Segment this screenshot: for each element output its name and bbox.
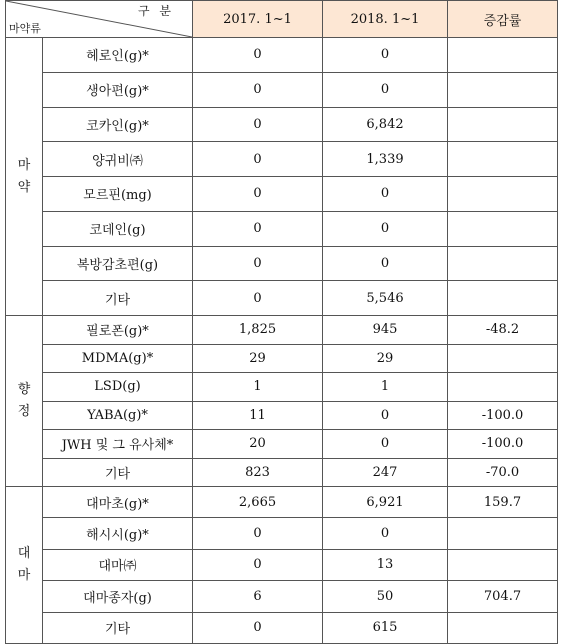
category-cell-cannabis xyxy=(6,487,43,644)
change-rate-cell xyxy=(448,612,558,643)
value-2017-cell: 0 xyxy=(193,281,323,316)
value-2018-cell: 6,921 xyxy=(323,487,448,518)
item-name-cell: 해시시(g)* xyxy=(43,518,193,549)
item-name-cell: 대마초(g)* xyxy=(43,487,193,518)
category-char: 마 xyxy=(17,157,31,173)
value-2017-cell: 0 xyxy=(193,38,323,73)
value-2018-cell: 50 xyxy=(323,581,448,612)
change-rate-cell: -48.2 xyxy=(448,316,558,345)
item-name-cell: 양귀비㈜ xyxy=(43,142,193,177)
item-name-cell: MDMA(g)* xyxy=(43,344,193,373)
table-row xyxy=(6,458,558,487)
table-row xyxy=(6,430,558,459)
item-name-cell: 헤로인(g)* xyxy=(43,38,193,73)
value-2017-cell: 6 xyxy=(193,581,323,612)
category-char: 정 xyxy=(17,404,31,419)
item-name-cell: LSD(g) xyxy=(43,373,193,402)
value-2017-cell: 0 xyxy=(193,211,323,246)
change-rate-cell: 159.7 xyxy=(448,487,558,518)
table-row xyxy=(6,281,558,316)
item-name-cell: 필로폰(g)* xyxy=(43,316,193,345)
item-name-cell: 기타 xyxy=(43,281,193,316)
change-rate-cell xyxy=(448,373,558,402)
table-row xyxy=(6,344,558,373)
change-rate-cell xyxy=(448,177,558,212)
drug-seizure-table xyxy=(5,0,558,644)
item-name-cell: JWH 및 그 유사체* xyxy=(43,430,193,459)
change-rate-cell xyxy=(448,142,558,177)
value-2017-cell: 0 xyxy=(193,107,323,142)
value-2018-cell: 6,842 xyxy=(323,107,448,142)
item-name-cell: 대마㈜ xyxy=(43,549,193,580)
category-char: 약 xyxy=(17,179,31,195)
category-char: 대 xyxy=(17,545,31,561)
table-row xyxy=(6,246,558,281)
value-2017-cell: 2,665 xyxy=(193,487,323,518)
change-rate-cell xyxy=(448,107,558,142)
category-char: 마 xyxy=(17,567,31,583)
value-2017-cell: 0 xyxy=(193,612,323,643)
corner-header-cell xyxy=(6,1,193,38)
change-rate-cell xyxy=(448,344,558,373)
item-name-cell: 기타 xyxy=(43,612,193,643)
value-2017-cell: 823 xyxy=(193,458,323,487)
change-rate-cell xyxy=(448,246,558,281)
column-header-2017: 2017. 1~1 xyxy=(193,1,323,38)
change-rate-cell: -70.0 xyxy=(448,458,558,487)
value-2018-cell: 1,339 xyxy=(323,142,448,177)
value-2017-cell: 20 xyxy=(193,430,323,459)
column-header-2018: 2018. 1~1 xyxy=(323,1,448,38)
value-2017-cell: 0 xyxy=(193,246,323,281)
column-header-change-rate: 증감률 xyxy=(448,1,558,38)
value-2017-cell: 29 xyxy=(193,344,323,373)
change-rate-cell: -100.0 xyxy=(448,430,558,459)
item-name-cell: YABA(g)* xyxy=(43,401,193,430)
table-row xyxy=(6,142,558,177)
item-name-cell: 코카인(g)* xyxy=(43,107,193,142)
item-name-cell: 기타 xyxy=(43,458,193,487)
value-2018-cell: 0 xyxy=(323,430,448,459)
value-2018-cell: 29 xyxy=(323,344,448,373)
item-name-cell: 모르핀(mg) xyxy=(43,177,193,212)
value-2017-cell: 1,825 xyxy=(193,316,323,345)
value-2017-cell: 0 xyxy=(193,549,323,580)
table-row xyxy=(6,316,558,345)
change-rate-cell: 704.7 xyxy=(448,581,558,612)
table-row xyxy=(6,72,558,107)
value-2017-cell: 0 xyxy=(193,177,323,212)
item-name-cell: 코데인(g) xyxy=(43,211,193,246)
table-row xyxy=(6,549,558,580)
item-name-cell: 복방감초편(g) xyxy=(43,246,193,281)
value-2017-cell: 0 xyxy=(193,142,323,177)
table-row xyxy=(6,612,558,643)
change-rate-cell xyxy=(448,72,558,107)
value-2018-cell: 247 xyxy=(323,458,448,487)
value-2018-cell: 0 xyxy=(323,518,448,549)
value-2017-cell: 11 xyxy=(193,401,323,430)
value-2018-cell: 0 xyxy=(323,177,448,212)
value-2018-cell: 0 xyxy=(323,401,448,430)
header-row xyxy=(6,1,558,38)
category-cell-narcotics xyxy=(6,38,43,316)
value-2018-cell: 0 xyxy=(323,246,448,281)
value-2017-cell: 0 xyxy=(193,518,323,549)
value-2018-cell: 5,546 xyxy=(323,281,448,316)
value-2018-cell: 0 xyxy=(323,211,448,246)
table-row xyxy=(6,401,558,430)
corner-bottom-label: 마약류 xyxy=(9,22,41,35)
table-row xyxy=(6,373,558,402)
table-row xyxy=(6,581,558,612)
change-rate-cell: -100.0 xyxy=(448,401,558,430)
change-rate-cell xyxy=(448,38,558,73)
value-2018-cell: 615 xyxy=(323,612,448,643)
change-rate-cell xyxy=(448,518,558,549)
table-row xyxy=(6,38,558,73)
table-row xyxy=(6,107,558,142)
category-cell-psychotropics xyxy=(6,316,43,487)
value-2018-cell: 0 xyxy=(323,72,448,107)
category-char: 향 xyxy=(17,382,31,397)
table-row xyxy=(6,518,558,549)
value-2018-cell: 0 xyxy=(323,38,448,73)
value-2017-cell: 1 xyxy=(193,373,323,402)
corner-top-label: 구 분 xyxy=(138,4,174,18)
item-name-cell: 생아편(g)* xyxy=(43,72,193,107)
table-row xyxy=(6,487,558,518)
item-name-cell: 대마종자(g) xyxy=(43,581,193,612)
change-rate-cell xyxy=(448,281,558,316)
table-row xyxy=(6,177,558,212)
value-2018-cell: 1 xyxy=(323,373,448,402)
value-2018-cell: 13 xyxy=(323,549,448,580)
change-rate-cell xyxy=(448,211,558,246)
value-2017-cell: 0 xyxy=(193,72,323,107)
value-2018-cell: 945 xyxy=(323,316,448,345)
change-rate-cell xyxy=(448,549,558,580)
table-row xyxy=(6,211,558,246)
